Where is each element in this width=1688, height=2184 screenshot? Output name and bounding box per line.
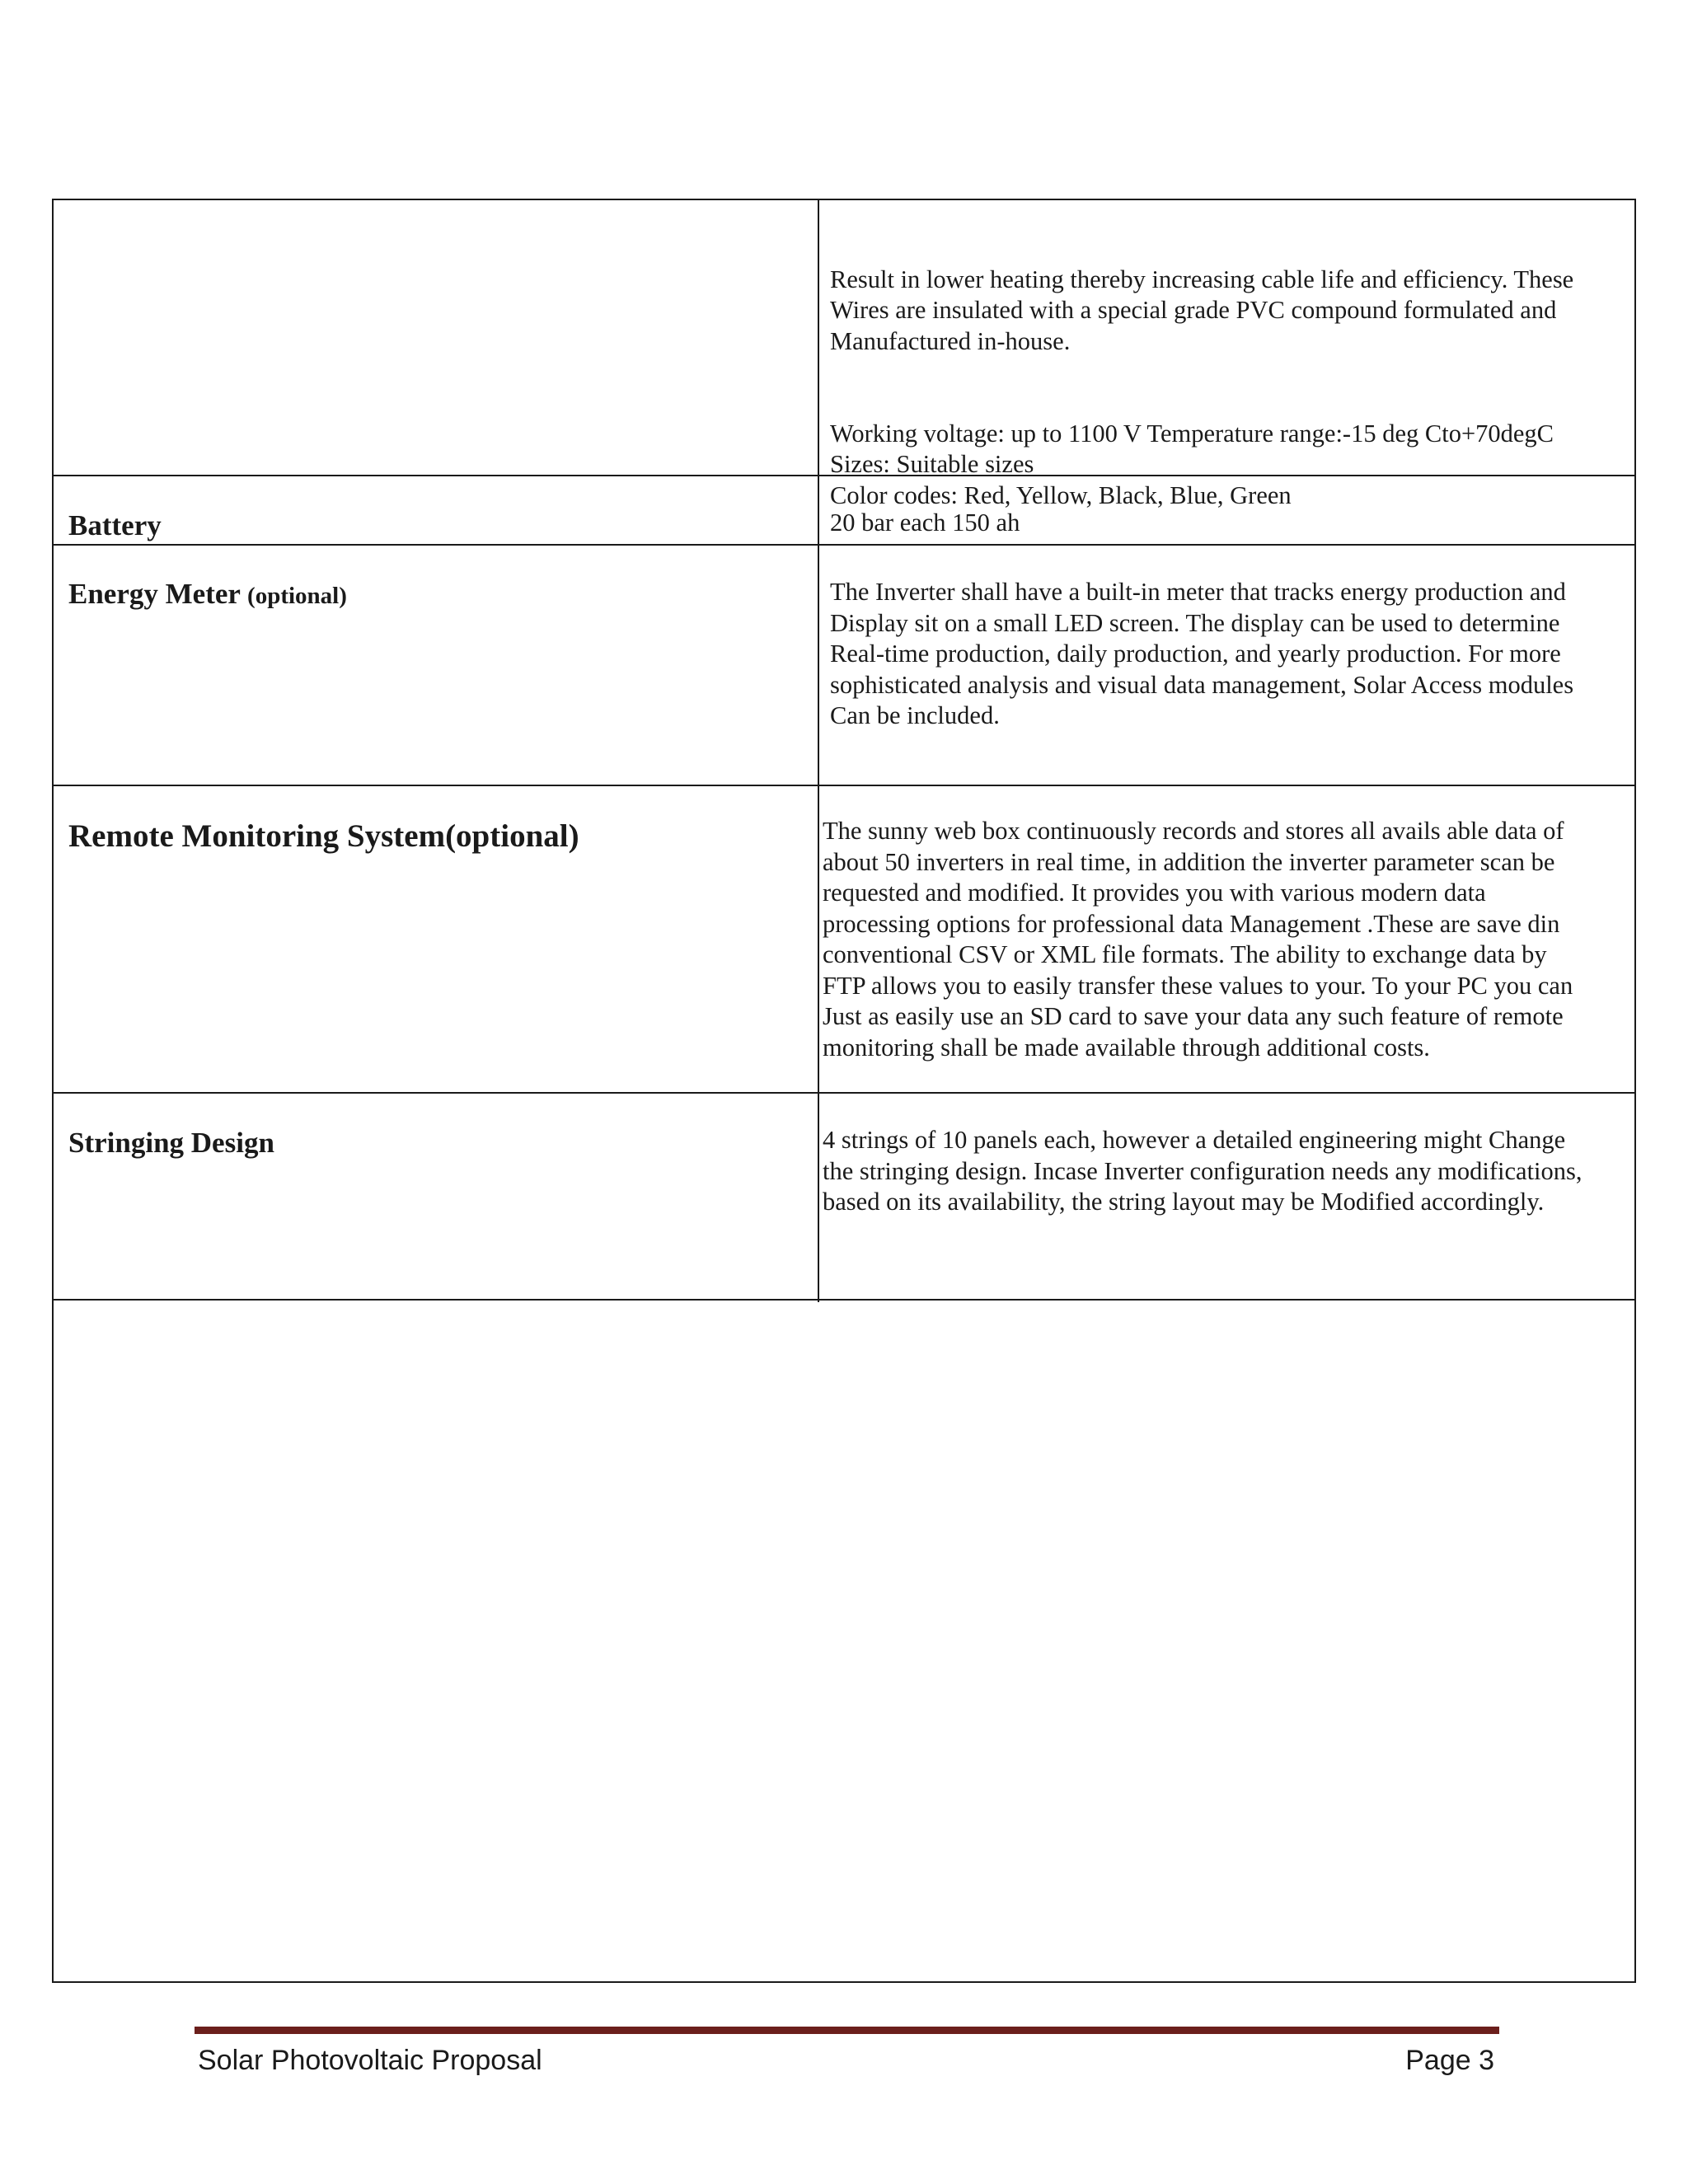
optional-note: (optional) [247,583,347,609]
footer-document-title: Solar Photovoltaic Proposal [198,2045,542,2076]
cable-specs-paragraph: Working voltage: up to 1100 V Temperature range:-15 deg Cto+70degC Sizes: Suitable sizes Color codes: Red, Yellow, Black, Blue, Green [830,419,1554,509]
empty-table-area [54,1301,1634,1981]
remote-monitoring-description: The sunny web box continuously records and stores all avails able data of about 50 inverters in real time, in addition the inverter parameter scan be requested and modified. It provides you with various modern data processing options for professional data Management .These are save din conventional CSV or XML file formats. The ability to exchange data by FTP allows you to easily transfer these values to your. To your PC you can Just as easily use an SD card to save your data any such feature of remote monitoring shall be made available through additional costs. [823,817,1573,1062]
row-divider [54,544,1634,546]
footer-page-number: Page 3 [1405,2045,1494,2076]
cable-description-cell [830,233,1629,542]
specification-table [52,199,1636,1983]
row-divider [54,1092,1634,1094]
column-divider [818,200,819,1302]
remote-monitoring-label: Remote Monitoring System(optional) [68,818,579,854]
energy-meter-label [68,578,347,612]
energy-meter-title: Energy Meter [68,578,241,610]
cable-description-paragraph: Result in lower heating thereby increasing cable life and efficiency. These Wires are insulated with a special grade PVC compound formulated and Manufactured in-house. [830,265,1574,355]
energy-meter-description: The Inverter shall have a built-in meter that tracks energy production and Display sit on a small LED screen. The display can be used to determine Real-time production, daily production, and yearly production. For more sophisticated analysis and visual data management, Solar Access modules Can be included. [830,578,1574,729]
cable-label-cell [54,200,818,475]
battery-label: Battery [68,509,162,541]
stringing-design-label: Stringing Design [68,1127,274,1159]
row-divider [54,785,1634,786]
footer-rule [195,2027,1499,2034]
stringing-design-description: 4 strings of 10 panels each, however a detailed engineering might Change the stringing design. Incase Inverter configuration needs any modifications, based on its availability, the string layout may be Modified accordingly. [823,1126,1582,1216]
battery-description: 20 bar each 150 ah [830,509,1020,537]
